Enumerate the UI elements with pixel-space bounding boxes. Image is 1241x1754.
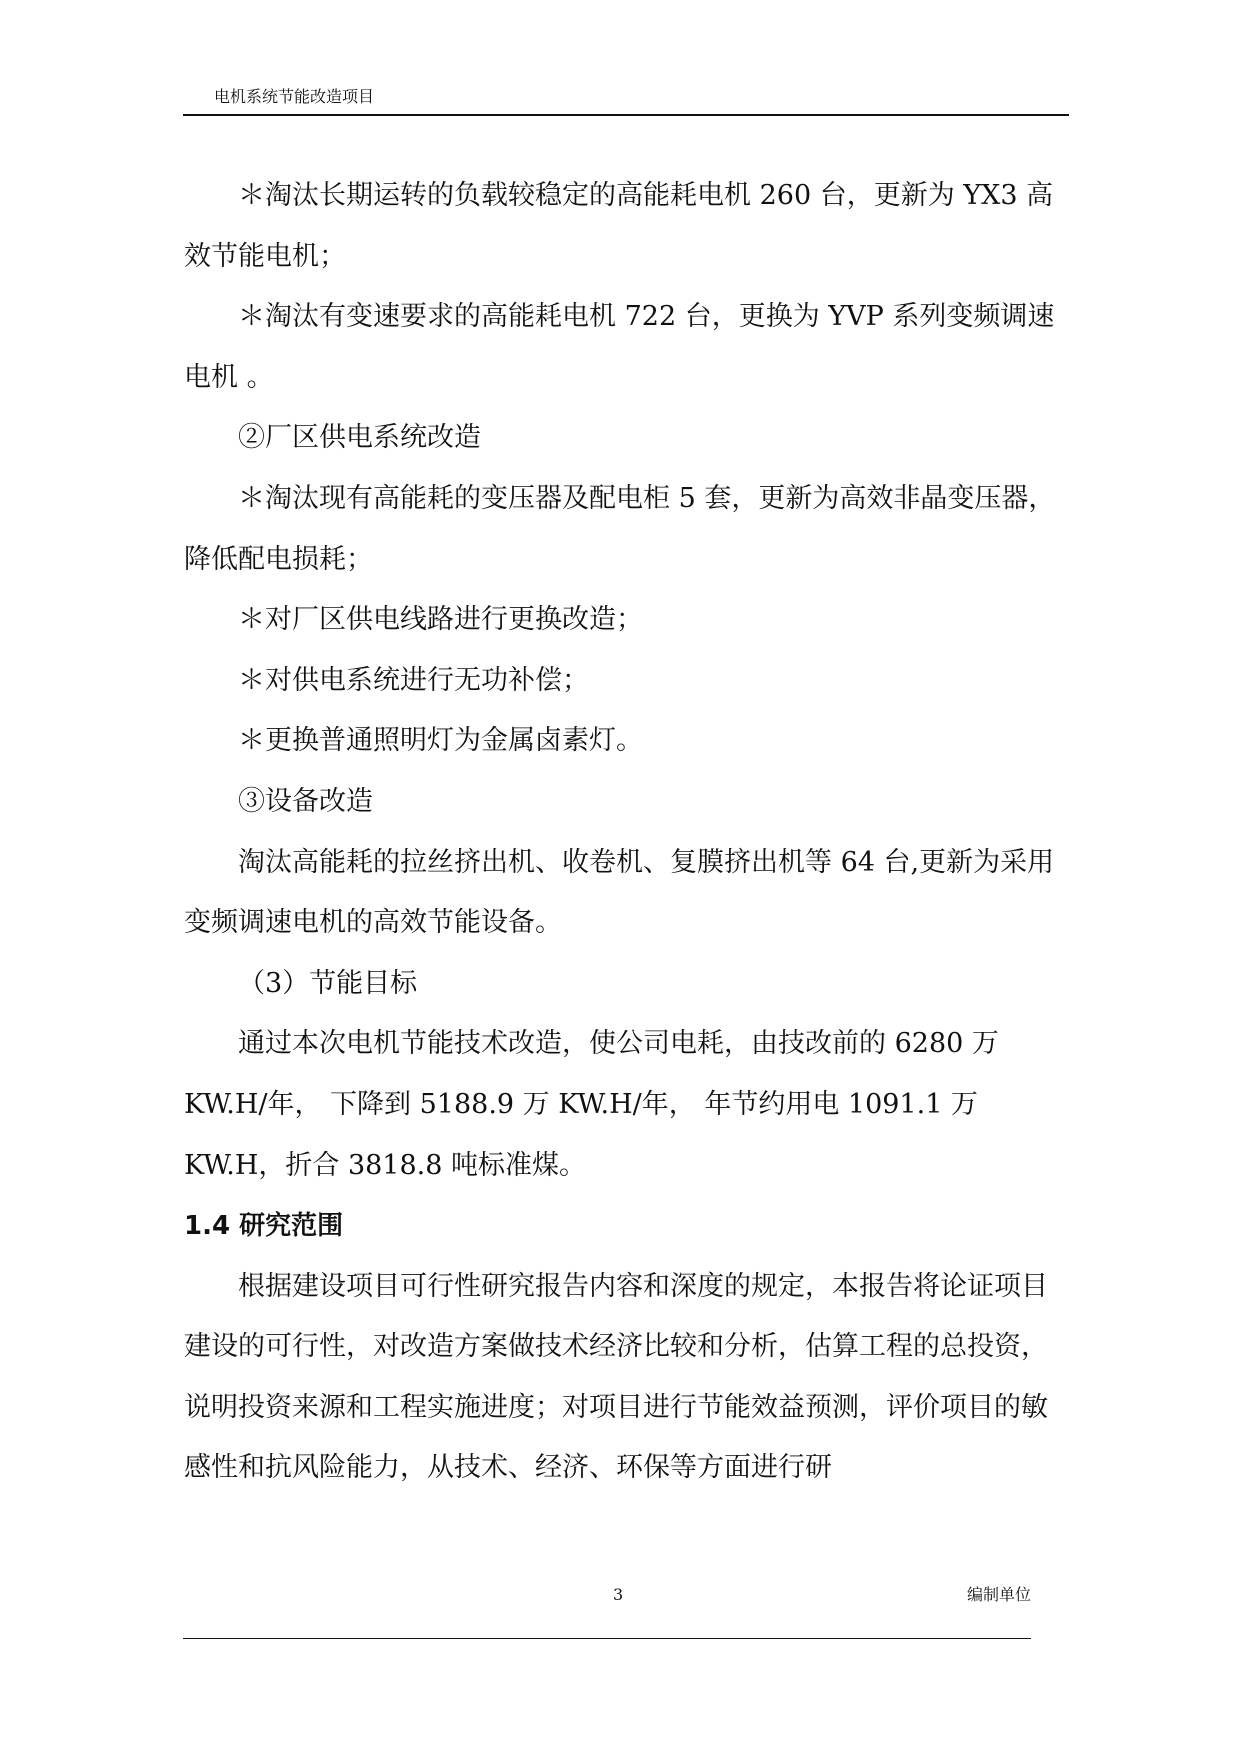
paragraph-transformer-replacement: ＊淘汰现有高能耗的变压器及配电柜 5 套，更新为高效非晶变压器，降低配电损耗； [184, 482, 1056, 575]
paragraph-research-scope: 根据建设项目可行性研究报告内容和深度的规定，本报告将论证项目建设的可行性，对改造方案做技术经济比较和分析，估算工程的总投资，说明投资来源和工程实施进度；对项目进行节能效益预测，评价项目的敏感性和抗风险能力，从技术、经济、环保等方面进行研 [184, 1270, 1048, 1484]
header-divider [183, 114, 1069, 116]
paragraph-motor-replacement: ＊淘汰长期运转的负载较稳定的高能耗电机 260 台，更新为 YX3 高效节能电机； [184, 180, 1054, 272]
page-number: 3 [613, 1585, 624, 1604]
subheading-energy-saving-target: （3）节能目标 [238, 967, 418, 999]
paragraph-reactive-compensation: ＊对供电系统进行无功补偿； [238, 664, 589, 696]
document-body [184, 166, 1074, 1499]
footer-organization: 编制单位 [966, 1585, 1031, 1604]
page-header [183, 84, 1069, 116]
paragraph-lighting-replacement: ＊更换普通照明灯为金属卤素灯。 [238, 725, 643, 757]
paragraph-power-lines: ＊对厂区供电线路进行更换改造； [238, 604, 643, 636]
paragraph-equipment-replacement: 淘汰高能耗的拉丝挤出机、收卷机、复膜挤出机等 64 台,更新为采用变频调速电机的高效节能设备。 [184, 846, 1055, 939]
footer-divider [183, 1638, 1031, 1639]
header-title: 电机系统节能改造项目 [214, 87, 375, 106]
subheading-equipment-retrofit: ③设备改造 [238, 785, 373, 817]
subheading-power-supply-retrofit: ②厂区供电系统改造 [238, 422, 481, 454]
paragraph-energy-saving-target: 通过本次电机节能技术改造，使公司电耗，由技改前的 6280 万 KW.H/年， 下降到 5188.9 万 KW.H/年， 年节约用电 1091.1 万 KW.H，折合 3818.8 吨标准煤。 [184, 1028, 999, 1181]
paragraph-variable-speed-motors: ＊淘汰有变速要求的高能耗电机 722 台，更换为 YVP 系列变频调速电机 。 [184, 301, 1055, 393]
page-footer [183, 1585, 1031, 1641]
section-heading: 1.4 研究范围 [184, 1211, 344, 1242]
